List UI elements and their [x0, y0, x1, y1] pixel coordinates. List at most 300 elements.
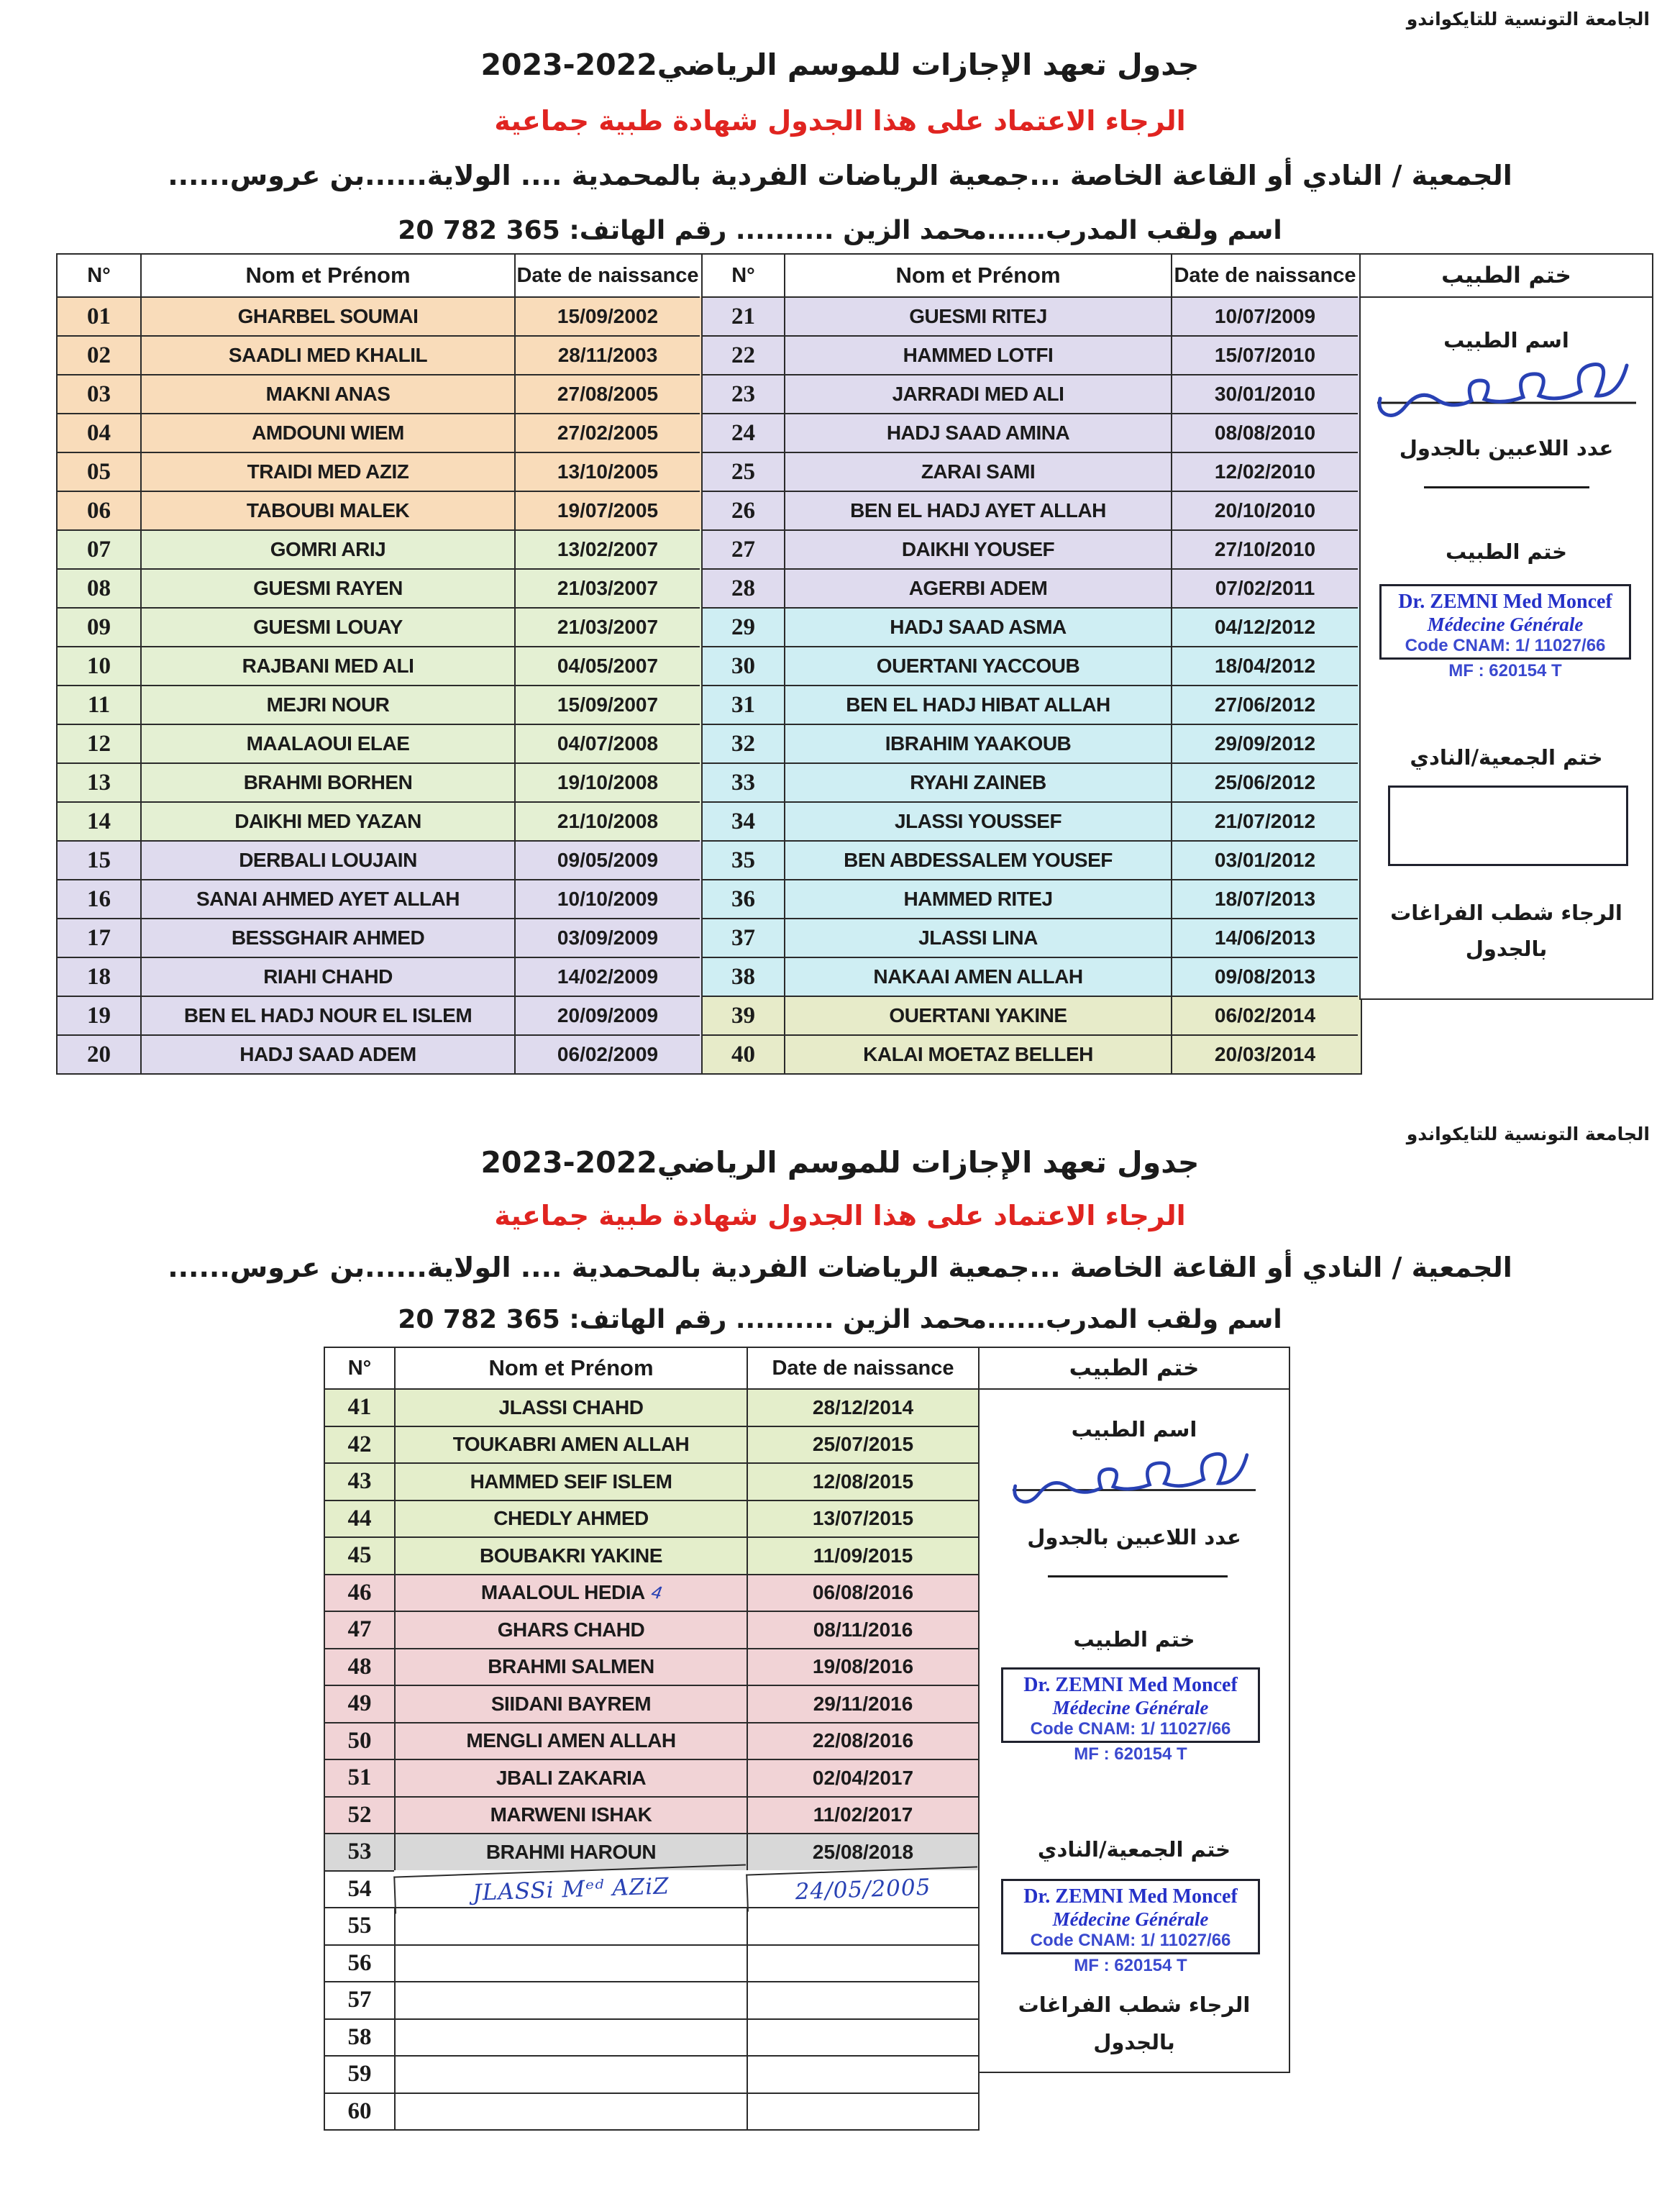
player-dob: 27/10/2010: [1171, 529, 1358, 568]
player-number: 60: [325, 2093, 394, 2130]
pen-mark: 4: [649, 1581, 663, 1603]
club-stamp-label: ختم الجمعية/النادي: [1037, 1837, 1231, 1862]
player-number: 33: [703, 762, 784, 801]
player-dob: [747, 1981, 978, 2018]
player-dob: 12/02/2010: [1171, 452, 1358, 491]
players-table-41-60: [324, 1347, 980, 2131]
player-name: JLASSI LINA: [784, 918, 1171, 957]
player-number: 15: [58, 840, 140, 879]
player-number: 18: [58, 957, 140, 996]
players-table-1-20: [56, 253, 704, 1075]
player-number: 48: [325, 1648, 394, 1685]
table-row: [703, 413, 1361, 452]
player-name: SIIDANI BAYREM: [394, 1685, 747, 1722]
table-row: [58, 529, 703, 568]
federation-name: الجامعة التونسية للتايكواندو: [1406, 1124, 1650, 1144]
doctor-stamp-label: ختم الطبيب: [1073, 1627, 1195, 1652]
player-name: HADJ SAAD AMINA: [784, 413, 1171, 452]
player-dob: 30/01/2010: [1171, 374, 1358, 413]
player-number: 44: [325, 1500, 394, 1537]
table-row: [58, 879, 703, 918]
table-row: [58, 1034, 703, 1073]
table-row: [325, 1796, 978, 1834]
player-name: [394, 2055, 747, 2093]
table-row: [703, 452, 1361, 491]
coach-line-text: اسم ولقب المدرب......محمد الزين .......... رقم الهاتف:: [569, 1305, 1282, 1334]
player-name: DERBALI LOUJAIN: [140, 840, 514, 879]
player-name: BRAHMI HAROUN: [394, 1833, 747, 1870]
player-dob: 07/02/2011: [1171, 568, 1358, 607]
player-name: MAALAOUI ELAE: [140, 724, 514, 762]
table-row: [58, 452, 703, 491]
player-dob: 04/05/2007: [514, 646, 700, 685]
stamp-cnam-code: Code CNAM: 1/ 11027/66: [1030, 1719, 1231, 1739]
player-dob: 15/07/2010: [1171, 335, 1358, 374]
doctor-stamp-box: [1001, 1879, 1260, 1954]
table-row: [325, 2018, 978, 2056]
col-header-num: N°: [87, 263, 111, 287]
player-dob: 13/10/2005: [514, 452, 700, 491]
player-name: GHARS CHAHD: [394, 1611, 747, 1648]
player-name: [394, 1981, 747, 2018]
table-row: [325, 1870, 978, 1908]
player-dob: 25/06/2012: [1171, 762, 1358, 801]
player-number: 11: [58, 685, 140, 724]
player-dob: 20/09/2009: [514, 996, 700, 1034]
player-dob: 28/12/2014: [747, 1388, 978, 1426]
player-name: BEN EL HADJ AYET ALLAH: [784, 491, 1171, 529]
player-dob: 22/08/2016: [747, 1722, 978, 1759]
player-name: OUERTANI YACCOUB: [784, 646, 1171, 685]
player-number: 26: [703, 491, 784, 529]
player-number: 34: [703, 801, 784, 840]
table-row: [58, 568, 703, 607]
player-name: HADJ SAAD ADEM: [140, 1034, 514, 1073]
table-row: [325, 1685, 978, 1722]
table-row: [703, 879, 1361, 918]
page-title-years: 2023-2022: [480, 1145, 657, 1180]
table-row: [325, 1833, 978, 1870]
note-cross-out-line2: بالجدول: [1465, 937, 1548, 961]
player-dob: [747, 2055, 978, 2093]
player-number: 21: [703, 296, 784, 335]
player-number: 05: [58, 452, 140, 491]
player-dob: 06/02/2014: [1171, 996, 1358, 1034]
table-row: [703, 491, 1361, 529]
table-row: [325, 1388, 978, 1426]
player-name: HAMMED LOTFI: [784, 335, 1171, 374]
player-dob: 04/12/2012: [1171, 607, 1358, 646]
player-dob: 14/06/2013: [1171, 918, 1358, 957]
player-number: 31: [703, 685, 784, 724]
player-number: 53: [325, 1833, 394, 1870]
player-number: 43: [325, 1462, 394, 1500]
table-row: [703, 685, 1361, 724]
coach-line-text: اسم ولقب المدرب......محمد الزين .......... رقم الهاتف:: [569, 216, 1282, 245]
player-dob: 27/08/2005: [514, 374, 700, 413]
player-name: AMDOUNI WIEM: [140, 413, 514, 452]
player-name: OUERTANI YAKINE: [784, 996, 1171, 1034]
table-row: [703, 374, 1361, 413]
player-name: JLASSI CHAHD: [394, 1388, 747, 1426]
table-row: [58, 840, 703, 879]
table-row: [58, 957, 703, 996]
player-name: MAALOUL HEDIA 4: [394, 1574, 747, 1611]
player-dob: 09/08/2013: [1171, 957, 1358, 996]
player-number: 09: [58, 607, 140, 646]
coach-line: [0, 1305, 1680, 1334]
medical-note-red: الرجاء الاعتماد على هذا الجدول شهادة طبية جماعية: [494, 105, 1186, 137]
player-dob: 27/06/2012: [1171, 685, 1358, 724]
association-line: الجمعية / النادي أو القاعة الخاصة ...جمعية الرياضات الفردية بالمحمدية .... الولاية......بن عروس......: [168, 1252, 1512, 1283]
table-row: [58, 374, 703, 413]
player-dob: 21/07/2012: [1171, 801, 1358, 840]
player-name: [394, 2093, 747, 2130]
coach-line: [0, 216, 1680, 245]
table-row: [703, 996, 1361, 1034]
player-number: 14: [58, 801, 140, 840]
note-cross-out-line2: بالجدول: [1093, 2030, 1175, 2054]
player-name: DAIKHI YOUSEF: [784, 529, 1171, 568]
table-header-row: [703, 255, 1361, 296]
table-row: [703, 1034, 1361, 1073]
player-name: TRAIDI MED AZIZ: [140, 452, 514, 491]
player-name: BEN ABDESSALEM YOUSEF: [784, 840, 1171, 879]
stamp-doctor-name: Dr. ZEMNI Med Moncef: [1023, 1885, 1238, 1908]
doctor-name-label: اسم الطبيب: [1071, 1417, 1197, 1442]
table-row: [325, 2055, 978, 2093]
player-number: 50: [325, 1722, 394, 1759]
table-row: [703, 957, 1361, 996]
stamp-cnam-code: Code CNAM: 1/ 11027/66: [1030, 1931, 1231, 1950]
table-row: [58, 996, 703, 1034]
table-row: [325, 1611, 978, 1648]
note-cross-out-line1: الرجاء شطب الفراغات: [1390, 901, 1622, 925]
player-number: 57: [325, 1981, 394, 2018]
player-dob: 25/08/2018: [747, 1833, 978, 1870]
doctor-stamp-panel: [978, 1347, 1290, 2073]
players-count-label: عدد اللاعبين بالجدول: [1399, 436, 1614, 460]
player-dob: 08/08/2010: [1171, 413, 1358, 452]
table-row: [325, 1759, 978, 1796]
player-name: GOMRI ARIJ: [140, 529, 514, 568]
player-dob: 13/07/2015: [747, 1500, 978, 1537]
doctor-signature: [995, 1440, 1272, 1518]
table-header-row: [58, 255, 703, 296]
player-dob: 21/10/2008: [514, 801, 700, 840]
col-header-name: Nom et Prénom: [784, 255, 1171, 296]
table-row: [58, 918, 703, 957]
player-name: RIAHI CHAHD: [140, 957, 514, 996]
player-number: 27: [703, 529, 784, 568]
player-name: RYAHI ZAINEB: [784, 762, 1171, 801]
doctor-stamp-box: [1001, 1667, 1260, 1743]
table-row: [58, 762, 703, 801]
player-dob: 15/09/2007: [514, 685, 700, 724]
doctor-name-label: اسم الطبيب: [1443, 328, 1569, 352]
player-number: 28: [703, 568, 784, 607]
player-name: JLASSI YOUSSEF: [784, 801, 1171, 840]
table-row: [703, 646, 1361, 685]
player-dob: [747, 1907, 978, 1944]
player-name: DAIKHI MED YAZAN: [140, 801, 514, 840]
table-row: [325, 1536, 978, 1574]
player-dob: 19/10/2008: [514, 762, 700, 801]
table-row: [703, 762, 1361, 801]
doctor-panel-title: ختم الطبيب: [1361, 255, 1652, 298]
table-row: [58, 724, 703, 762]
player-name: NAKAAI AMEN ALLAH: [784, 957, 1171, 996]
player-name: BEN EL HADJ HIBAT ALLAH: [784, 685, 1171, 724]
stamp-doctor-name: Dr. ZEMNI Med Moncef: [1023, 1674, 1238, 1696]
medical-note-red: الرجاء الاعتماد على هذا الجدول شهادة طبية جماعية: [494, 1200, 1186, 1231]
table-row: [58, 491, 703, 529]
table-row: [703, 724, 1361, 762]
table-row: [58, 801, 703, 840]
player-number: 29: [703, 607, 784, 646]
table-row: [325, 1574, 978, 1611]
doctor-stamp-panel: [1359, 253, 1653, 1000]
player-name: JLASSi Mᵉᵈ AZiZ: [393, 1864, 747, 1913]
player-name: MEJRI NOUR: [140, 685, 514, 724]
player-name: GUESMI LOUAY: [140, 607, 514, 646]
page-title-text: جدول تعهد الإجازات للموسم الرياضي: [657, 47, 1200, 82]
table-row: [703, 801, 1361, 840]
player-number: 03: [58, 374, 140, 413]
player-dob: 18/04/2012: [1171, 646, 1358, 685]
player-name: HAMMED RITEJ: [784, 879, 1171, 918]
table-row: [58, 335, 703, 374]
page-title: [0, 47, 1680, 82]
player-number: 10: [58, 646, 140, 685]
table-row: [325, 1648, 978, 1685]
player-dob: 18/07/2013: [1171, 879, 1358, 918]
doctor-stamp: [1001, 1879, 1260, 1976]
player-name: RAJBANI MED ALI: [140, 646, 514, 685]
player-number: 19: [58, 996, 140, 1034]
table-header-row: [325, 1348, 978, 1388]
player-number: 04: [58, 413, 140, 452]
player-name: BOUBAKRI YAKINE: [394, 1536, 747, 1574]
federation-name: الجامعة التونسية للتايكواندو: [1406, 9, 1650, 29]
stamp-specialty: Médecine Générale: [1052, 1697, 1209, 1718]
player-name: GUESMI RAYEN: [140, 568, 514, 607]
player-dob: 06/02/2009: [514, 1034, 700, 1073]
player-number: 46: [325, 1574, 394, 1611]
col-header-name: Nom et Prénom: [394, 1348, 747, 1388]
player-dob: 08/11/2016: [747, 1611, 978, 1648]
player-dob: 29/11/2016: [747, 1685, 978, 1722]
table-row: [325, 1500, 978, 1537]
player-name: JBALI ZAKARIA: [394, 1759, 747, 1796]
player-dob: 04/07/2008: [514, 724, 700, 762]
player-dob: 06/08/2016: [747, 1574, 978, 1611]
player-number: 06: [58, 491, 140, 529]
stamp-specialty: Médecine Générale: [1427, 614, 1584, 635]
player-number: 02: [58, 335, 140, 374]
page-title: [0, 1145, 1680, 1180]
player-number: 59: [325, 2055, 394, 2093]
table-row: [58, 296, 703, 335]
stamp-mf-code: MF : 620154 T: [1074, 1956, 1187, 1975]
player-name: BRAHMI BORHEN: [140, 762, 514, 801]
player-dob: 19/07/2005: [514, 491, 700, 529]
player-name: AGERBI ADEM: [784, 568, 1171, 607]
doctor-panel-title: ختم الطبيب: [980, 1348, 1289, 1390]
player-dob: 13/02/2007: [514, 529, 700, 568]
table-row: [325, 1722, 978, 1759]
player-dob: 11/02/2017: [747, 1796, 978, 1834]
table-row: [703, 529, 1361, 568]
player-number: 49: [325, 1685, 394, 1722]
table-row: [703, 840, 1361, 879]
table-row: [325, 1981, 978, 2018]
player-number: 07: [58, 529, 140, 568]
player-number: 38: [703, 957, 784, 996]
player-name: SAADLI MED KHALIL: [140, 335, 514, 374]
player-name: ZARAI SAMI: [784, 452, 1171, 491]
doctor-signature: [1371, 350, 1641, 432]
player-name: [394, 1907, 747, 1944]
table-row: [325, 1907, 978, 1944]
col-header-num: N°: [731, 263, 755, 287]
player-dob: [747, 2093, 978, 2130]
player-name: SANAI AHMED AYET ALLAH: [140, 879, 514, 918]
player-dob: 03/01/2012: [1171, 840, 1358, 879]
col-header-dob: Date de naissance: [747, 1348, 978, 1388]
player-number: 08: [58, 568, 140, 607]
stamp-mf-code: MF : 620154 T: [1448, 661, 1562, 680]
col-header-dob: Date de naissance: [514, 255, 700, 296]
player-number: 20: [58, 1034, 140, 1073]
doctor-stamp-label: ختم الطبيب: [1445, 539, 1568, 564]
player-number: 13: [58, 762, 140, 801]
player-number: 37: [703, 918, 784, 957]
player-number: 35: [703, 840, 784, 879]
player-number: 30: [703, 646, 784, 685]
stamp-mf-code: MF : 620154 T: [1074, 1744, 1187, 1764]
player-dob: 27/02/2005: [514, 413, 700, 452]
club-stamp-label: ختم الجمعية/النادي: [1410, 745, 1603, 770]
player-dob: 02/04/2017: [747, 1759, 978, 1796]
player-number: 25: [703, 452, 784, 491]
player-dob: 19/08/2016: [747, 1648, 978, 1685]
player-dob: [747, 1944, 978, 1982]
player-name: [394, 1944, 747, 1982]
player-name: HAMMED SEIF ISLEM: [394, 1462, 747, 1500]
stamp-doctor-name: Dr. ZEMNI Med Moncef: [1398, 591, 1612, 613]
table-row: [58, 646, 703, 685]
table-row: [325, 2093, 978, 2130]
col-header-dob: Date de naissance: [1171, 255, 1358, 296]
players-count-blank-line: [1424, 486, 1589, 488]
players-count-blank-line: [1048, 1575, 1228, 1577]
player-number: 51: [325, 1759, 394, 1796]
association-line: الجمعية / النادي أو القاعة الخاصة ...جمعية الرياضات الفردية بالمحمدية .... الولاية......بن عروس......: [168, 160, 1512, 191]
player-dob: 09/05/2009: [514, 840, 700, 879]
player-number: 32: [703, 724, 784, 762]
table-row: [325, 1426, 978, 1463]
player-number: 24: [703, 413, 784, 452]
player-dob: 10/07/2009: [1171, 296, 1358, 335]
player-number: 52: [325, 1796, 394, 1834]
player-name: IBRAHIM YAAKOUB: [784, 724, 1171, 762]
table-row: [58, 607, 703, 646]
player-number: 36: [703, 879, 784, 918]
player-dob: 21/03/2007: [514, 568, 700, 607]
stamp-cnam-code: Code CNAM: 1/ 11027/66: [1405, 636, 1606, 655]
player-number: 58: [325, 2018, 394, 2056]
coach-phone: 20 782 365: [398, 216, 560, 245]
player-dob: 29/09/2012: [1171, 724, 1358, 762]
player-name: [394, 2018, 747, 2056]
player-dob: 15/09/2002: [514, 296, 700, 335]
player-dob: 10/10/2009: [514, 879, 700, 918]
player-dob: 24/05/2005: [746, 1866, 979, 1911]
table-row: [703, 918, 1361, 957]
player-name: TABOUBI MALEK: [140, 491, 514, 529]
player-dob: 20/03/2014: [1171, 1034, 1358, 1073]
doctor-stamp-box: [1379, 584, 1631, 660]
table-row: [703, 296, 1361, 335]
table-row: [325, 1944, 978, 1982]
player-name: HADJ SAAD ASMA: [784, 607, 1171, 646]
stamp-specialty: Médecine Générale: [1052, 1908, 1209, 1930]
player-number: 39: [703, 996, 784, 1034]
player-name: CHEDLY AHMED: [394, 1500, 747, 1537]
player-dob: 11/09/2015: [747, 1536, 978, 1574]
table-row: [703, 335, 1361, 374]
player-name: MARWENI ISHAK: [394, 1796, 747, 1834]
doctor-stamp: [1001, 1667, 1260, 1764]
player-dob: 03/09/2009: [514, 918, 700, 957]
player-number: 16: [58, 879, 140, 918]
player-dob: 14/02/2009: [514, 957, 700, 996]
page-title-years: 2023-2022: [480, 47, 657, 82]
player-number: 40: [703, 1034, 784, 1073]
player-number: 01: [58, 296, 140, 335]
col-header-num: N°: [347, 1356, 372, 1380]
table-row: [58, 413, 703, 452]
player-number: 47: [325, 1611, 394, 1648]
player-name: TOUKABRI AMEN ALLAH: [394, 1426, 747, 1463]
player-number: 12: [58, 724, 140, 762]
table-row: [703, 568, 1361, 607]
player-dob: 25/07/2015: [747, 1426, 978, 1463]
player-dob: [747, 2018, 978, 2056]
note-cross-out-line1: الرجاء شطب الفراغات: [1018, 1993, 1251, 2017]
player-number: 55: [325, 1907, 394, 1944]
player-number: 56: [325, 1944, 394, 1982]
player-name: GUESMI RITEJ: [784, 296, 1171, 335]
player-name: BEN EL HADJ NOUR EL ISLEM: [140, 996, 514, 1034]
club-stamp-box-empty: [1388, 785, 1628, 866]
player-number: 42: [325, 1426, 394, 1463]
player-number: 23: [703, 374, 784, 413]
player-dob: 12/08/2015: [747, 1462, 978, 1500]
player-number: 41: [325, 1388, 394, 1426]
table-row: [703, 607, 1361, 646]
player-number: 45: [325, 1536, 394, 1574]
page-title-text: جدول تعهد الإجازات للموسم الرياضي: [657, 1145, 1200, 1180]
player-number: 17: [58, 918, 140, 957]
table-row: [58, 685, 703, 724]
player-name: KALAI MOETAZ BELLEH: [784, 1034, 1171, 1073]
player-number: 22: [703, 335, 784, 374]
coach-phone: 20 782 365: [398, 1305, 560, 1334]
players-count-label: عدد اللاعبين بالجدول: [1027, 1525, 1241, 1549]
player-name: BRAHMI SALMEN: [394, 1648, 747, 1685]
